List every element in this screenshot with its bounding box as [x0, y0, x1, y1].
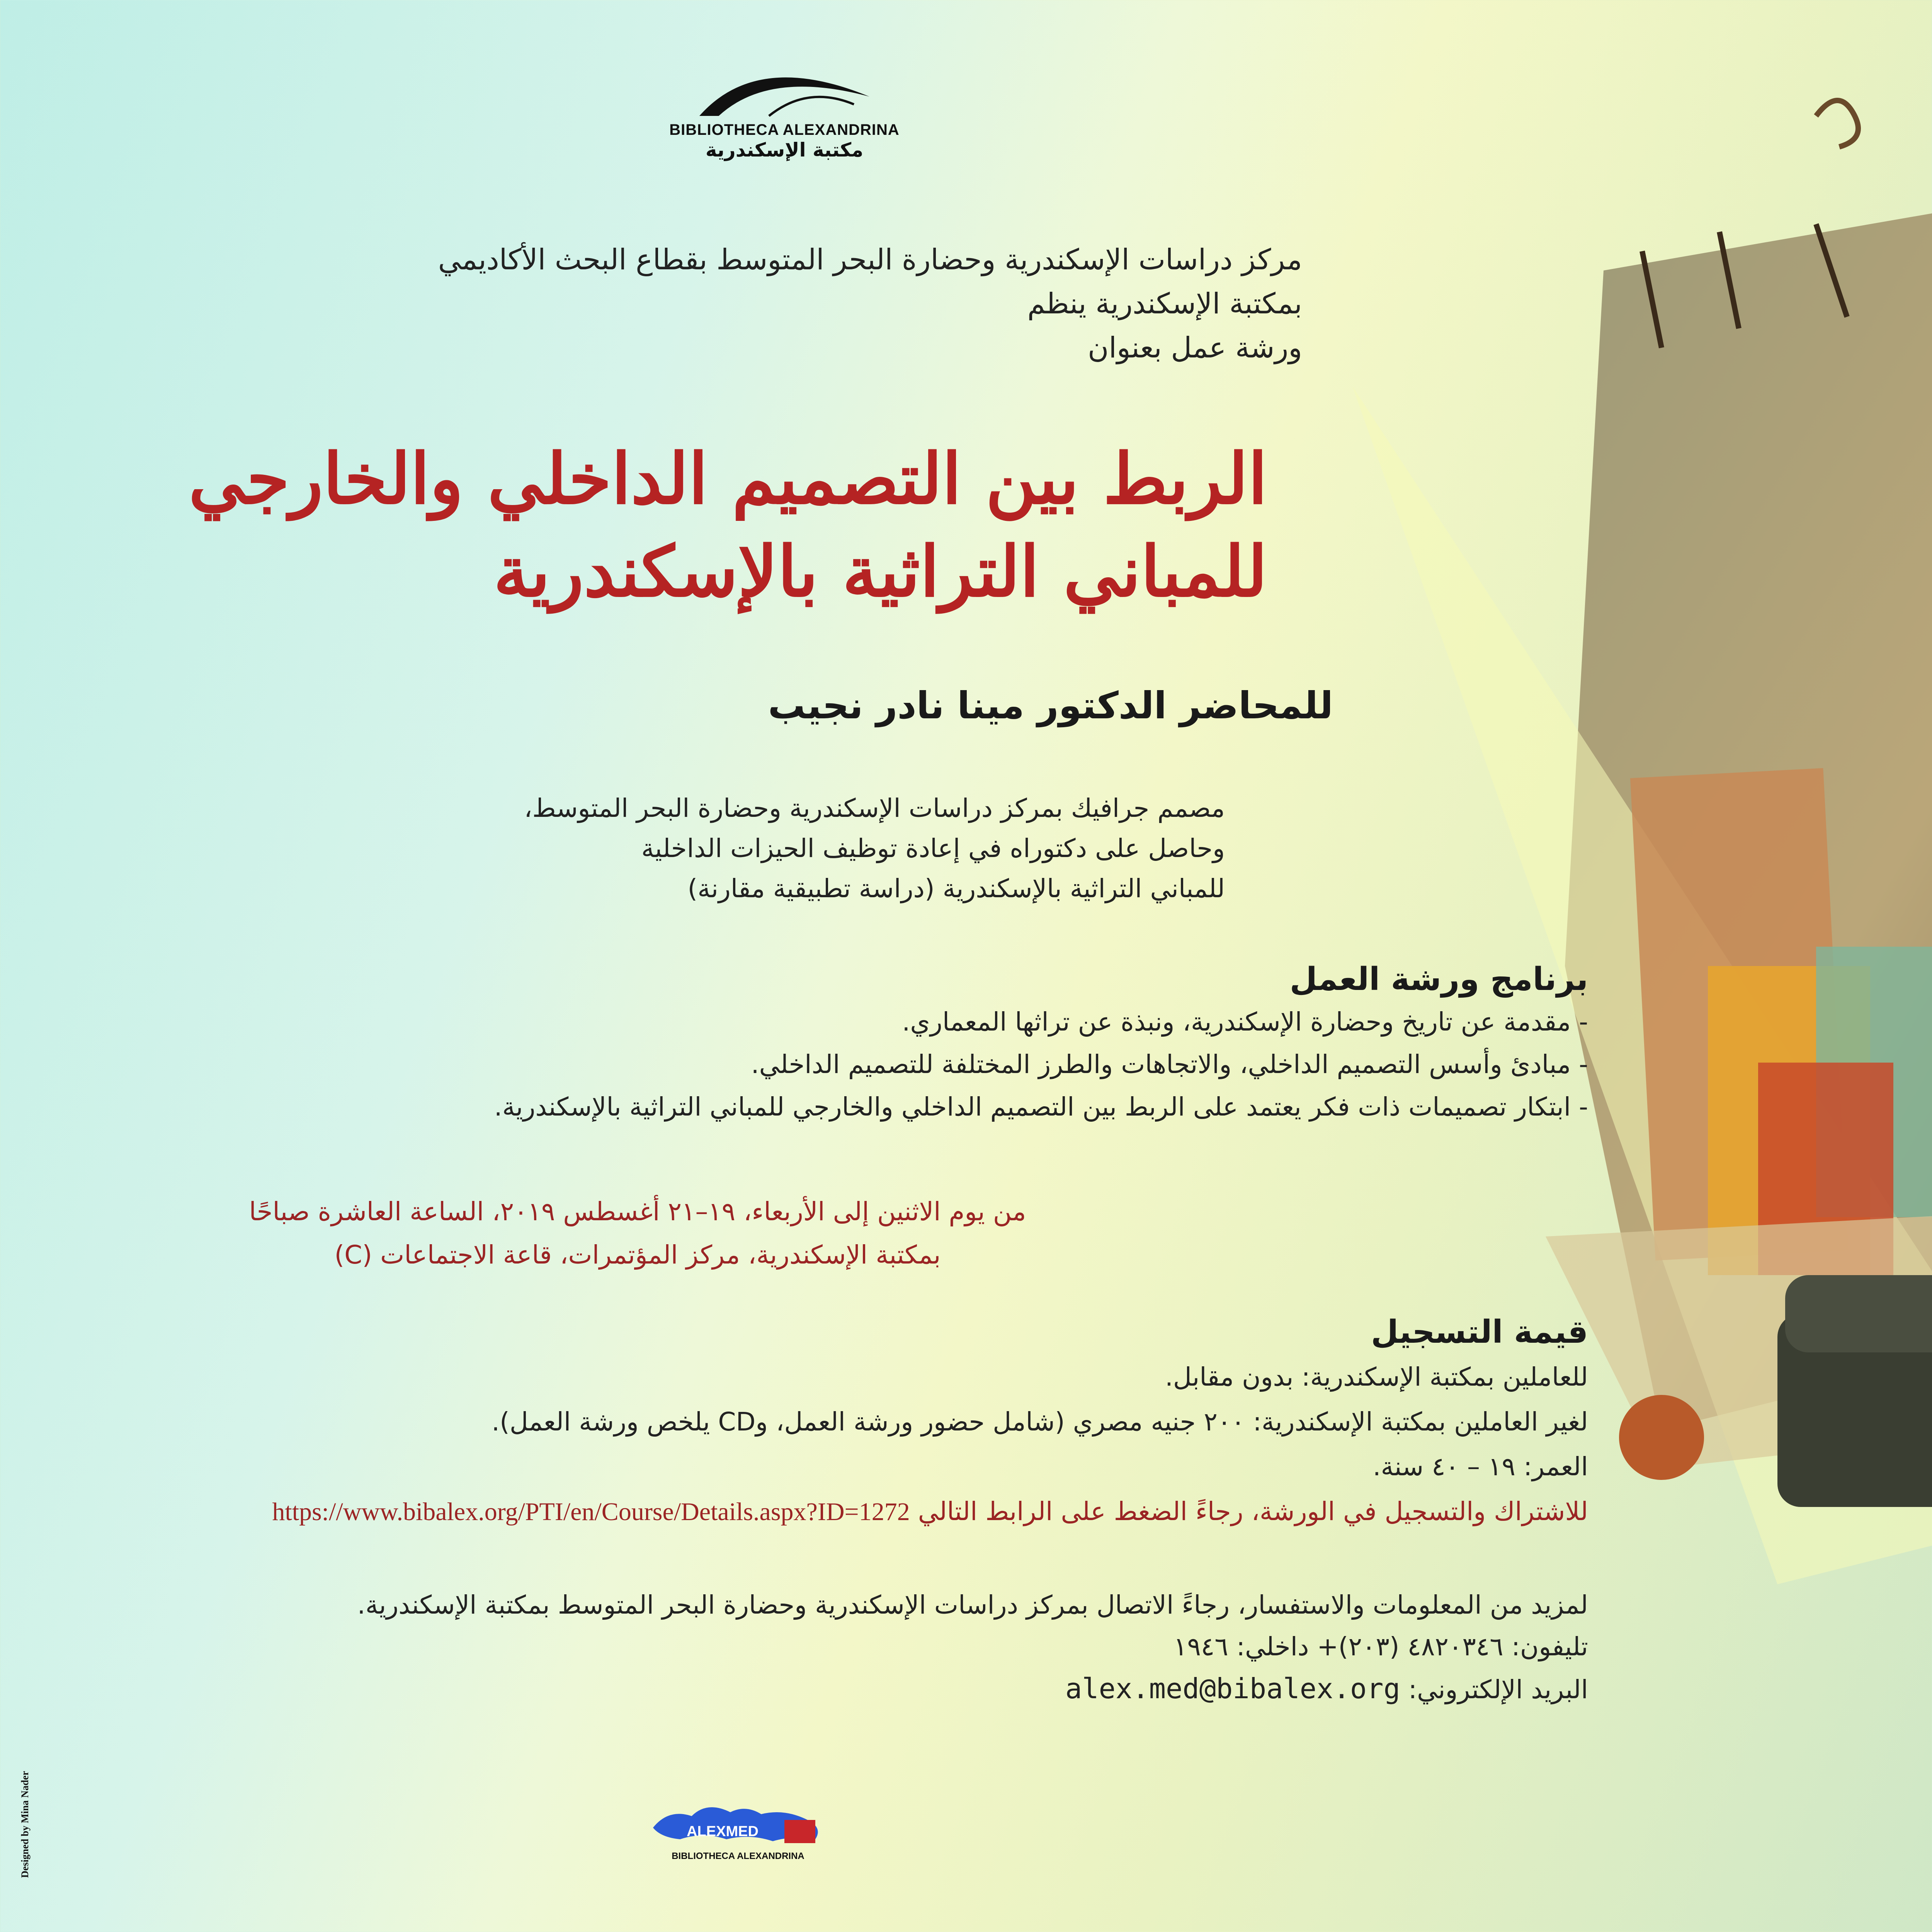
lecturer-bio: [66, 788, 1225, 909]
registration-link[interactable]: https://www.bibalex.org/PTI/en/Course/Details.aspx?ID=1272: [272, 1498, 910, 1526]
program-section: [81, 958, 1588, 1128]
alexmed-logo: [641, 1793, 835, 1866]
intro-line: بمكتبة الإسكندرية ينظم: [1027, 287, 1302, 320]
schedule-line: بمكتبة الإسكندرية، مركز المؤتمرات، قاعة الاجتماعات (C): [334, 1240, 941, 1270]
registration-section: [43, 1310, 1588, 1534]
workshop-title: [31, 433, 1267, 618]
email-label: البريد الإلكتروني:: [1408, 1675, 1588, 1704]
registration-link-line: [43, 1489, 1588, 1534]
logo-name-en: BIBLIOTHECA ALEXANDRINA: [669, 121, 900, 138]
program-item: - ابتكار تصميمات ذات فكر يعتمد على الربط بين التصميم الداخلي والخارجي للمباني التراثية بالإسكندرية.: [494, 1092, 1588, 1122]
bio-line: للمباني التراثية بالإسكندرية (دراسة تطبيقية مقارنة): [687, 874, 1225, 903]
title-line: للمباني التراثية بالإسكندرية: [493, 531, 1267, 612]
designer-credit: [8, 1615, 31, 1886]
logo-name-ar: مكتبة الإسكندرية: [705, 139, 864, 161]
registration-line: العمر: ١٩ – ٤٠ سنة.: [1372, 1452, 1588, 1481]
intro-line: مركز دراسات الإسكندرية وحضارة البحر المتوسط بقطاع البحث الأكاديمي: [438, 243, 1302, 276]
registration-heading: قيمة التسجيل: [1371, 1314, 1588, 1350]
contact-phone: تليفون: ٤٨٢٠٣٤٦ (٢٠٣)+ داخلي: ١٩٤٦: [1173, 1632, 1588, 1662]
alexmed-map-icon: [645, 1793, 831, 1851]
program-item: - مبادئ وأسس التصميم الداخلي، والاتجاهات والطرز المختلفة للتصميم الداخلي.: [751, 1049, 1588, 1079]
title-line: الربط بين التصميم الداخلي والخارجي: [189, 438, 1267, 520]
program-item: - مقدمة عن تاريخ وحضارة الإسكندرية، ونبذة عن تراثها المعماري.: [902, 1007, 1588, 1037]
lecturer-name: للمحاضر الدكتور مينا نادر نجيب: [768, 684, 1333, 727]
intro-block: [66, 238, 1302, 370]
arc-logo-icon: [692, 50, 877, 120]
bio-line: وحاصل على دكتوراه في إعادة توظيف الحيزات الداخلية: [641, 833, 1225, 863]
alexmed-badge-text: ALEXMED: [687, 1823, 759, 1840]
intro-line: ورشة عمل بعنوان: [1088, 331, 1302, 364]
registration-link-text: للاشتراك والتسجيل في الورشة، رجاءً الضغط على الرابط التالي: [918, 1497, 1588, 1526]
program-heading: برنامج ورشة العمل: [1289, 961, 1588, 998]
registration-line: للعاملين بمكتبة الإسكندرية: بدون مقابل.: [1165, 1362, 1588, 1392]
bibliotheca-alexandrina-logo: [634, 50, 935, 182]
registration-line: لغير العاملين بمكتبة الإسكندرية: ٢٠٠ جنيه مصري (شامل حضور ورشة العمل، وCD يلخص ورشة العمل).: [492, 1407, 1588, 1437]
bio-line: مصمم جرافيك بمركز دراسات الإسكندرية وحضارة البحر المتوسط،: [524, 793, 1225, 823]
alexmed-logo-name: BIBLIOTHECA ALEXANDRINA: [672, 1851, 804, 1861]
email-link[interactable]: alex.med@bibalex.org: [1065, 1672, 1400, 1705]
designer-credit-text: Designed by Mina Nader: [19, 1771, 31, 1878]
schedule-block: [58, 1190, 1217, 1277]
contact-section: [43, 1584, 1588, 1711]
schedule-line: من يوم الاثنين إلى الأربعاء، ١٩–٢١ أغسطس ٢٠١٩، الساعة العاشرة صباحًا: [249, 1197, 1026, 1226]
contact-line: لمزيد من المعلومات والاستفسار، رجاءً الاتصال بمركز دراسات الإسكندرية وحضارة البحر المتوسط بمكتبة الإسكندرية.: [357, 1590, 1588, 1620]
contact-email-line: [43, 1668, 1588, 1711]
